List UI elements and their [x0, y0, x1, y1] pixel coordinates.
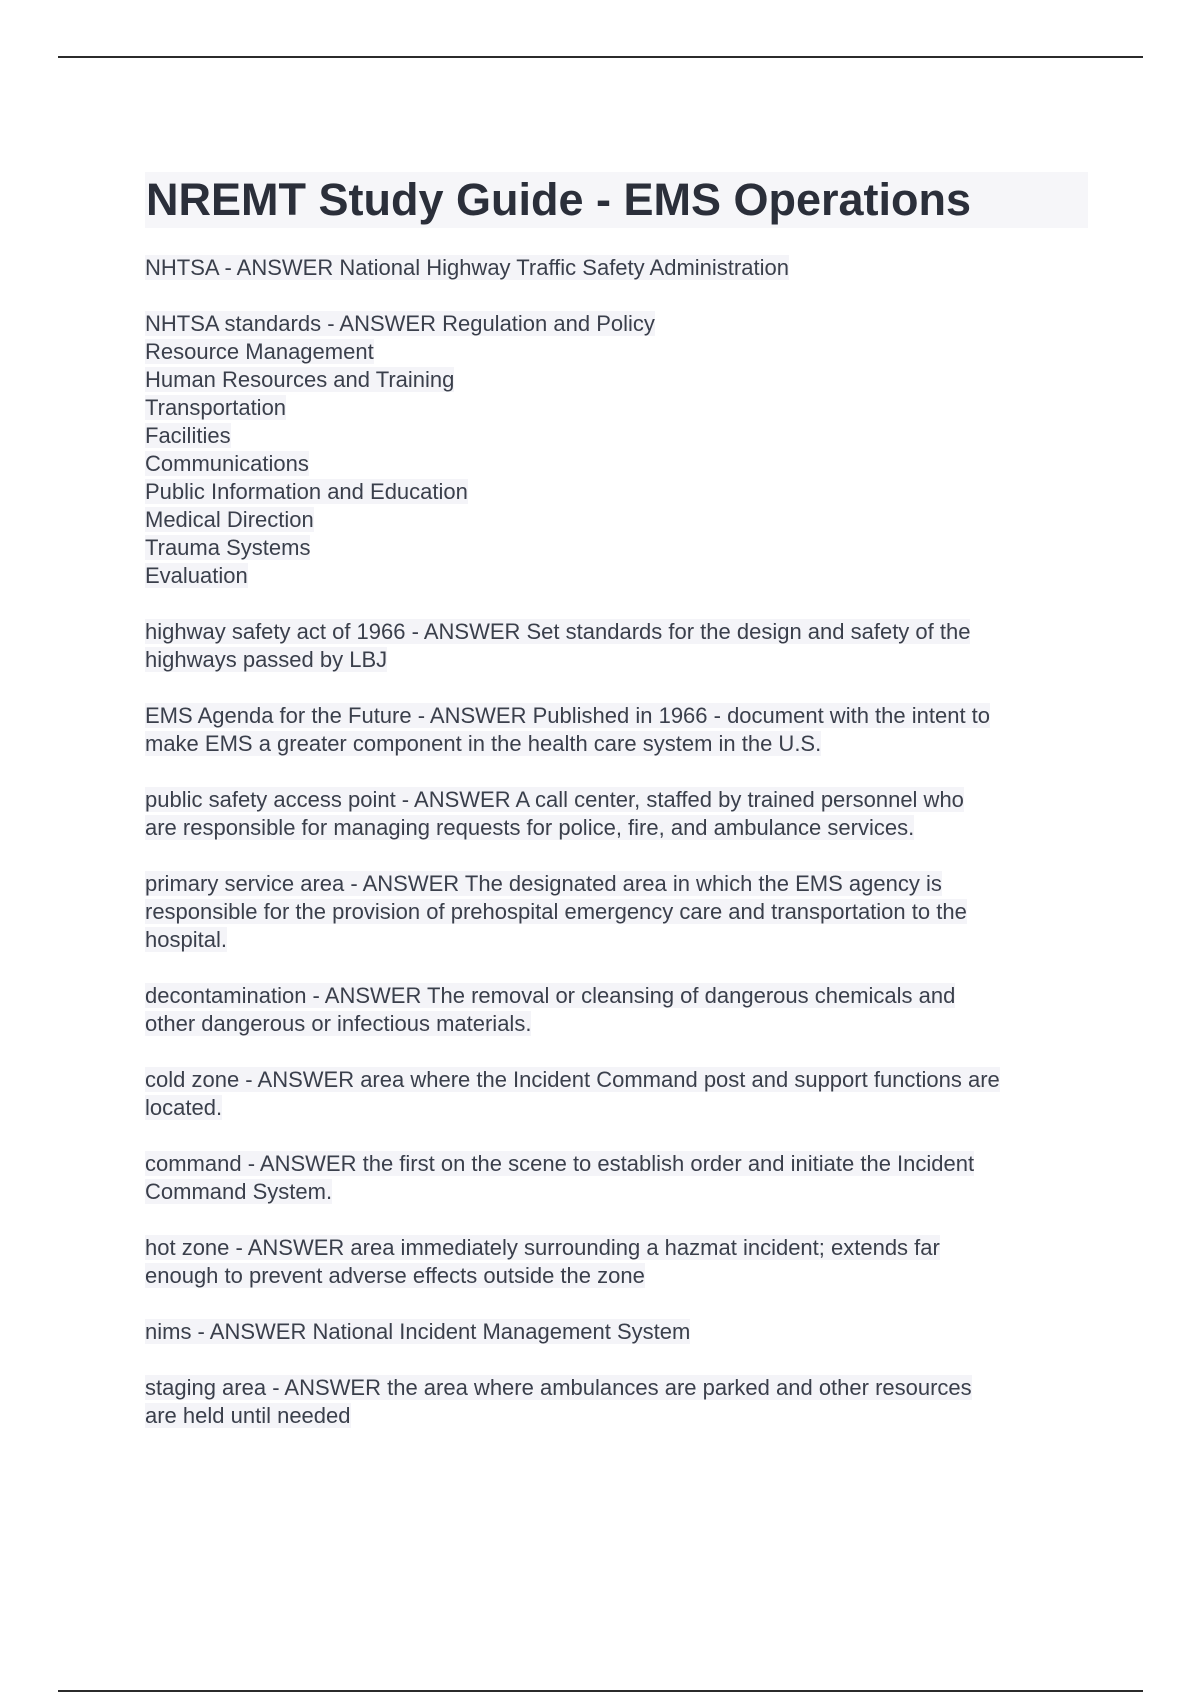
flashcard-entry [145, 1150, 1090, 1206]
entry-line [145, 1066, 1090, 1094]
entry-text: Facilities [145, 423, 231, 448]
entry-text: NHTSA standards - ANSWER Regulation and Policy [145, 311, 655, 336]
entry-line [145, 506, 1090, 534]
entry-text: Command System. [145, 1179, 333, 1204]
entry-text: located. [145, 1095, 223, 1120]
entry-line [145, 646, 1090, 674]
entry-text: Human Resources and Training [145, 367, 455, 392]
entry-line [145, 1234, 1090, 1262]
flashcard-entry [145, 982, 1090, 1038]
entry-text: highways passed by LBJ [145, 647, 388, 672]
flashcard-entry [145, 1374, 1090, 1430]
entry-line [145, 618, 1090, 646]
entry-line [145, 1402, 1090, 1430]
entry-line [145, 254, 1090, 282]
entry-line [145, 1178, 1090, 1206]
entry-text: Resource Management [145, 339, 374, 364]
entry-line [145, 702, 1090, 730]
entry-text: make EMS a greater component in the health care system in the U.S. [145, 731, 822, 756]
entry-line [145, 1374, 1090, 1402]
entry-line [145, 534, 1090, 562]
entry-line [145, 450, 1090, 478]
entry-text: other dangerous or infectious materials. [145, 1011, 532, 1036]
entry-line [145, 338, 1090, 366]
top-rule [58, 56, 1143, 58]
entry-text: responsible for the provision of prehospital emergency care and transportation to the [145, 899, 967, 924]
entry-text: Trauma Systems [145, 535, 311, 560]
entry-text: hot zone - ANSWER area immediately surrounding a hazmat incident; extends far [145, 1235, 940, 1260]
flashcard-entry [145, 310, 1090, 590]
entry-line [145, 1010, 1090, 1038]
flashcard-entry [145, 1066, 1090, 1122]
entry-text: command - ANSWER the first on the scene to establish order and initiate the Incident [145, 1151, 975, 1176]
entry-line [145, 926, 1090, 954]
entry-line [145, 730, 1090, 758]
flashcard-entry [145, 786, 1090, 842]
entry-line [145, 366, 1090, 394]
flashcard-entry [145, 254, 1090, 282]
entry-text: Communications [145, 451, 309, 476]
entry-text: EMS Agenda for the Future - ANSWER Published in 1966 - document with the intent to [145, 703, 991, 728]
entry-line [145, 394, 1090, 422]
entry-line [145, 982, 1090, 1010]
entry-text: primary service area - ANSWER The designated area in which the EMS agency is [145, 871, 942, 896]
entry-line [145, 1318, 1090, 1346]
entry-line [145, 310, 1090, 338]
entry-text: staging area - ANSWER the area where ambulances are parked and other resources [145, 1375, 972, 1400]
entry-text: Medical Direction [145, 507, 314, 532]
entry-text: nims - ANSWER National Incident Management System [145, 1319, 691, 1344]
entry-text: are responsible for managing requests for police, fire, and ambulance services. [145, 815, 915, 840]
flashcard-entry [145, 1318, 1090, 1346]
flashcard-entry [145, 870, 1090, 954]
page-title: NREMT Study Guide - EMS Operations [145, 172, 1088, 228]
entry-text: Evaluation [145, 563, 248, 588]
entry-line [145, 1262, 1090, 1290]
entry-text: decontamination - ANSWER The removal or cleansing of dangerous chemicals and [145, 983, 956, 1008]
entry-text: highway safety act of 1966 - ANSWER Set standards for the design and safety of the [145, 619, 971, 644]
entry-line [145, 1094, 1090, 1122]
entry-list [145, 254, 1090, 1430]
entry-line [145, 786, 1090, 814]
entry-text: Transportation [145, 395, 287, 420]
entry-line [145, 422, 1090, 450]
entry-text: are held until needed [145, 1403, 351, 1428]
entry-line [145, 562, 1090, 590]
entry-line [145, 814, 1090, 842]
entry-text: public safety access point - ANSWER A call center, staffed by trained personnel who [145, 787, 964, 812]
entry-text: Public Information and Education [145, 479, 468, 504]
entry-text: enough to prevent adverse effects outside the zone [145, 1263, 645, 1288]
flashcard-entry [145, 1234, 1090, 1290]
entry-text: cold zone - ANSWER area where the Incident Command post and support functions are [145, 1067, 1000, 1092]
flashcard-entry [145, 618, 1090, 674]
entry-text: NHTSA - ANSWER National Highway Traffic Safety Administration [145, 255, 789, 280]
entry-line [145, 898, 1090, 926]
entry-line [145, 478, 1090, 506]
entry-line [145, 870, 1090, 898]
document-body [145, 172, 1090, 1458]
bottom-rule [58, 1690, 1143, 1692]
entry-text: hospital. [145, 927, 227, 952]
entry-line [145, 1150, 1090, 1178]
flashcard-entry [145, 702, 1090, 758]
